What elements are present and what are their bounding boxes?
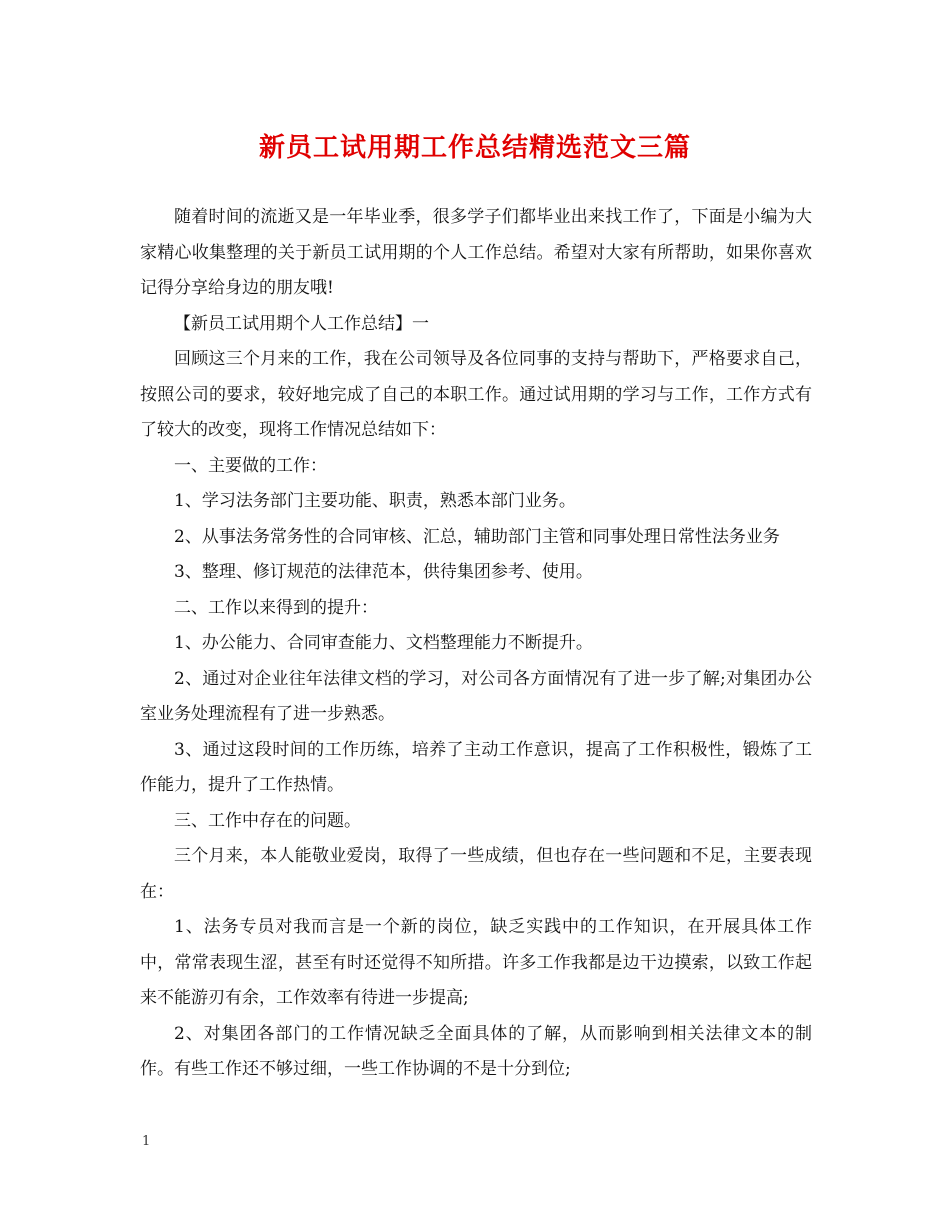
paragraph: 3、通过这段时间的工作历练，培养了主动工作意识，提高了工作积极性，锻炼了工作能力，提升了工作热情。	[140, 739, 812, 795]
paragraph-subheading: 二、工作以来得到的提升：	[174, 597, 378, 618]
page-number: 1	[142, 1134, 151, 1149]
paragraph-subheading: 一、主要做的工作：	[174, 455, 327, 476]
paragraph-section-heading: 【新员工试用期个人工作总结】一	[174, 313, 429, 334]
paragraph: 1、办公能力、合同审查能力、文档整理能力不断提升。	[174, 633, 593, 653]
paragraph: 2、通过对企业往年法律文档的学习，对公司各方面情况有了进一步了解;对集团办公室业务处理流程有了进一步熟悉。	[140, 668, 812, 724]
paragraph-subheading: 三、工作中存在的问题。	[174, 810, 361, 831]
paragraph-intro: 随着时间的流逝又是一年毕业季，很多学子们都毕业出来找工作了，下面是小编为大家精心收集整理的关于新员工试用期的个人工作总结。希望对大家有所帮助，如果你喜欢记得分享给身边的朋友哦!	[140, 207, 812, 298]
paragraph: 2、从事法务常务性的合同审核、汇总，辅助部门主管和同事处理日常性法务业务	[174, 526, 780, 547]
document-title: 新员工试用期工作总结精选范文三篇	[258, 133, 691, 163]
paragraph: 回顾这三个月来的工作，我在公司领导及各位同事的支持与帮助下，严格要求自己，按照公司的要求，较好地完成了自己的本职工作。通过试用期的学习与工作，工作方式有了较大的改变，现将工作情况总结如下：	[140, 349, 812, 440]
paragraph: 1、法务专员对我而言是一个新的岗位，缺乏实践中的工作知识，在开展具体工作中，常常表现生涩，甚至有时还觉得不知所措。许多工作我都是边干边摸索，以致工作起来不能游刃有余，工作效率有待进一步提高;	[140, 917, 812, 1008]
paragraph: 1、学习法务部门主要功能、职责，熟悉本部门业务。	[174, 491, 576, 511]
paragraph: 三个月来，本人能敬业爱岗，取得了一些成绩，但也存在一些问题和不足，主要表现在：	[140, 846, 812, 902]
paragraph: 3、整理、修订规范的法律范本，供待集团参考、使用。	[174, 562, 593, 582]
document-body	[140, 200, 812, 1088]
paragraph: 2、对集团各部门的工作情况缺乏全面具体的了解，从而影响到相关法律文本的制作。有些工作还不够过细，一些工作协调的不是十分到位;	[140, 1023, 812, 1079]
